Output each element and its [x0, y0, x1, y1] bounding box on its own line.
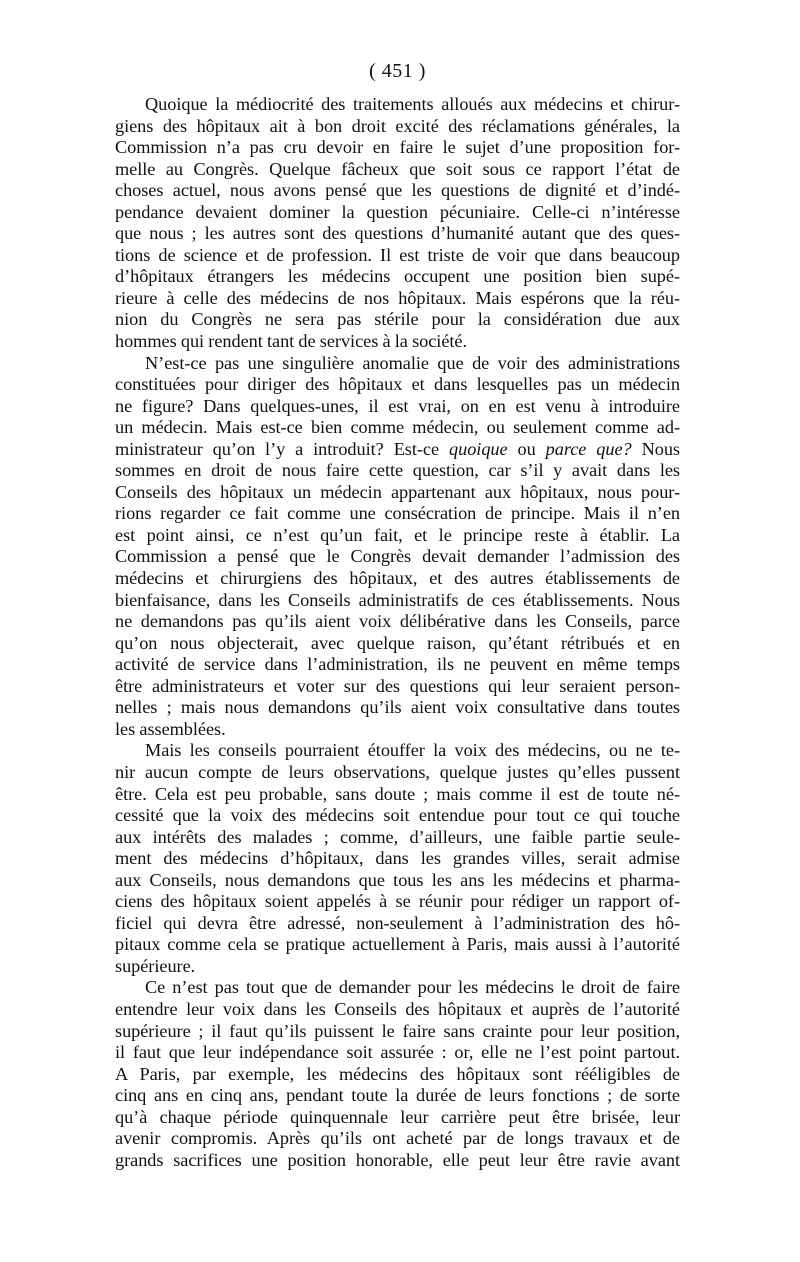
text-line: grands sacrifices une position honorable, elle peut leur être ravie avant	[115, 1149, 680, 1170]
text-line: un médecin. Mais est-ce bien comme médecin, ou seulement comme ad-	[115, 417, 680, 438]
italic-phrase: quoique	[449, 438, 508, 459]
text-line: d’hôpitaux étrangers les médecins occupent une position bien supé-	[115, 266, 680, 287]
text-line: aux intérêts des malades ; comme, d’ailleurs, une faible partie seule-	[115, 826, 680, 847]
text-line: Conseils des hôpitaux un médecin appartenant aux hôpitaux, nous pour-	[115, 481, 680, 502]
text-line: ficiel qui devra être adressé, non-seulement à l’administration des hô-	[115, 912, 680, 933]
text-line: ministrateur qu’on l’y a introduit? Est-ce quoique ou parce que? Nous	[115, 438, 680, 459]
text-line: pitaux comme cela se pratique actuellement à Paris, mais aussi à l’autorité	[115, 934, 680, 955]
text-line: choses actuel, nous avons pensé que les questions de dignité et d’indé-	[115, 180, 680, 201]
text-line: melle au Congrès. Quelque fâcheux que soit sous ce rapport l’état de	[115, 158, 680, 179]
text-line: constituées pour diriger des hôpitaux et dans lesquelles pas un médecin	[115, 374, 680, 395]
text-line: Commission a pensé que le Congrès devait demander l’admission des	[115, 546, 680, 567]
text-line: nelles ; mais nous demandons qu’ils aient voix consultative dans toutes	[115, 697, 680, 718]
text-line: que nous ; les autres sont des questions d’humanité autant que des ques-	[115, 223, 680, 244]
text-line: sommes en droit de nous faire cette question, car s’il y avait dans les	[115, 460, 680, 481]
paragraph-1	[115, 94, 680, 353]
text-line: cessité que la voix des médecins soit entendue pour tout ce qui touche	[115, 805, 680, 826]
text-line: aux Conseils, nous demandons que tous les ans les médecins et pharma-	[115, 869, 680, 890]
text-line: Mais les conseils pourraient étouffer la voix des médecins, ou ne te-	[145, 740, 680, 761]
text-line: N’est-ce pas une singulière anomalie que de voir des administrations	[145, 352, 680, 373]
text-line: cinq ans en cinq ans, pendant toute la durée de leurs fonctions ; de sorte	[115, 1085, 680, 1106]
paragraph-4	[115, 977, 680, 1171]
italic-phrase: parce que?	[545, 438, 632, 459]
body-text	[115, 94, 680, 1171]
paragraph-2	[115, 353, 680, 741]
text-line: activité de service dans l’administration, ils ne peuvent en même temps	[115, 654, 680, 675]
text-line: hommes qui rendent tant de services à la société.	[115, 331, 468, 352]
text-line: ne demandons pas qu’ils aient voix délibérative dans les Conseils, parce	[115, 611, 680, 632]
text-line: ment des médecins d’hôpitaux, dans les grandes villes, serait admise	[115, 848, 680, 869]
text-line: bienfaisance, dans les Conseils administratifs de ces établissements. Nous	[115, 589, 680, 610]
page-number: ( 451 )	[369, 60, 426, 82]
text-line: ciens des hôpitaux soient appelés à se réunir pour rédiger un rapport of-	[115, 891, 680, 912]
text-line: est point ainsi, ce n’est qu’un fait, et le principe reste à établir. La	[115, 524, 680, 545]
text-line: A Paris, par exemple, les médecins des hôpitaux sont rééligibles de	[115, 1063, 680, 1084]
text-line: ne figure? Dans quelques-unes, il est vrai, on en est venu à introduire	[115, 395, 680, 416]
text-line: nion du Congrès ne sera pas stérile pour la considération due aux	[115, 309, 680, 330]
text-line: il faut que leur indépendance soit assurée : or, elle ne l’est point partout.	[115, 1042, 680, 1063]
text-line: tions de science et de profession. Il est triste de voir que dans beaucoup	[115, 244, 680, 265]
text-line: nir aucun compte de leurs observations, quelque justes qu’elles pussent	[115, 761, 680, 782]
text-line: giens des hôpitaux ait à bon droit excité des réclamations générales, la	[115, 115, 680, 136]
text-line: qu’à chaque période quinquennale leur carrière peut être brisée, leur	[115, 1106, 680, 1127]
book-page	[115, 58, 680, 1171]
text-line: rions regarder ce fait comme une consécration de principe. Mais il n’en	[115, 503, 680, 524]
text-line: Ce n’est pas tout que de demander pour les médecins le droit de faire	[145, 977, 680, 998]
text-line: médecins et chirurgiens des hôpitaux, et des autres établissements de	[115, 568, 680, 589]
text-line: Quoique la médiocrité des traitements alloués aux médecins et chirur-	[145, 94, 680, 114]
text-line: supérieure ; il faut qu’ils puissent le faire sans crainte pour leur position,	[115, 1020, 680, 1041]
text-line: être. Cela est peu probable, sans doute ; mais comme il est de toute né-	[115, 783, 680, 804]
paragraph-3	[115, 740, 680, 977]
text-line: Commission n’a pas cru devoir en faire le sujet d’une proposition for-	[115, 137, 680, 158]
text-line: être administrateurs et voter sur des questions qui leur seraient person-	[115, 675, 680, 696]
text-line: entendre leur voix dans les Conseils des hôpitaux et auprès de l’autorité	[115, 998, 680, 1019]
text-line: supérieure.	[115, 955, 196, 976]
text-line: pendance devaient dominer la question pécuniaire. Celle-ci n’intéresse	[115, 201, 680, 222]
text-line: rieure à celle des médecins de nos hôpitaux. Mais espérons que la réu-	[115, 287, 680, 308]
text-line: avenir compromis. Après qu’ils ont acheté par de longs travaux et de	[115, 1128, 680, 1149]
text-line: qu’on nous objecterait, avec quelque raison, qu’étant rétribués et en	[115, 632, 680, 653]
text-line: les assemblées.	[115, 718, 226, 739]
